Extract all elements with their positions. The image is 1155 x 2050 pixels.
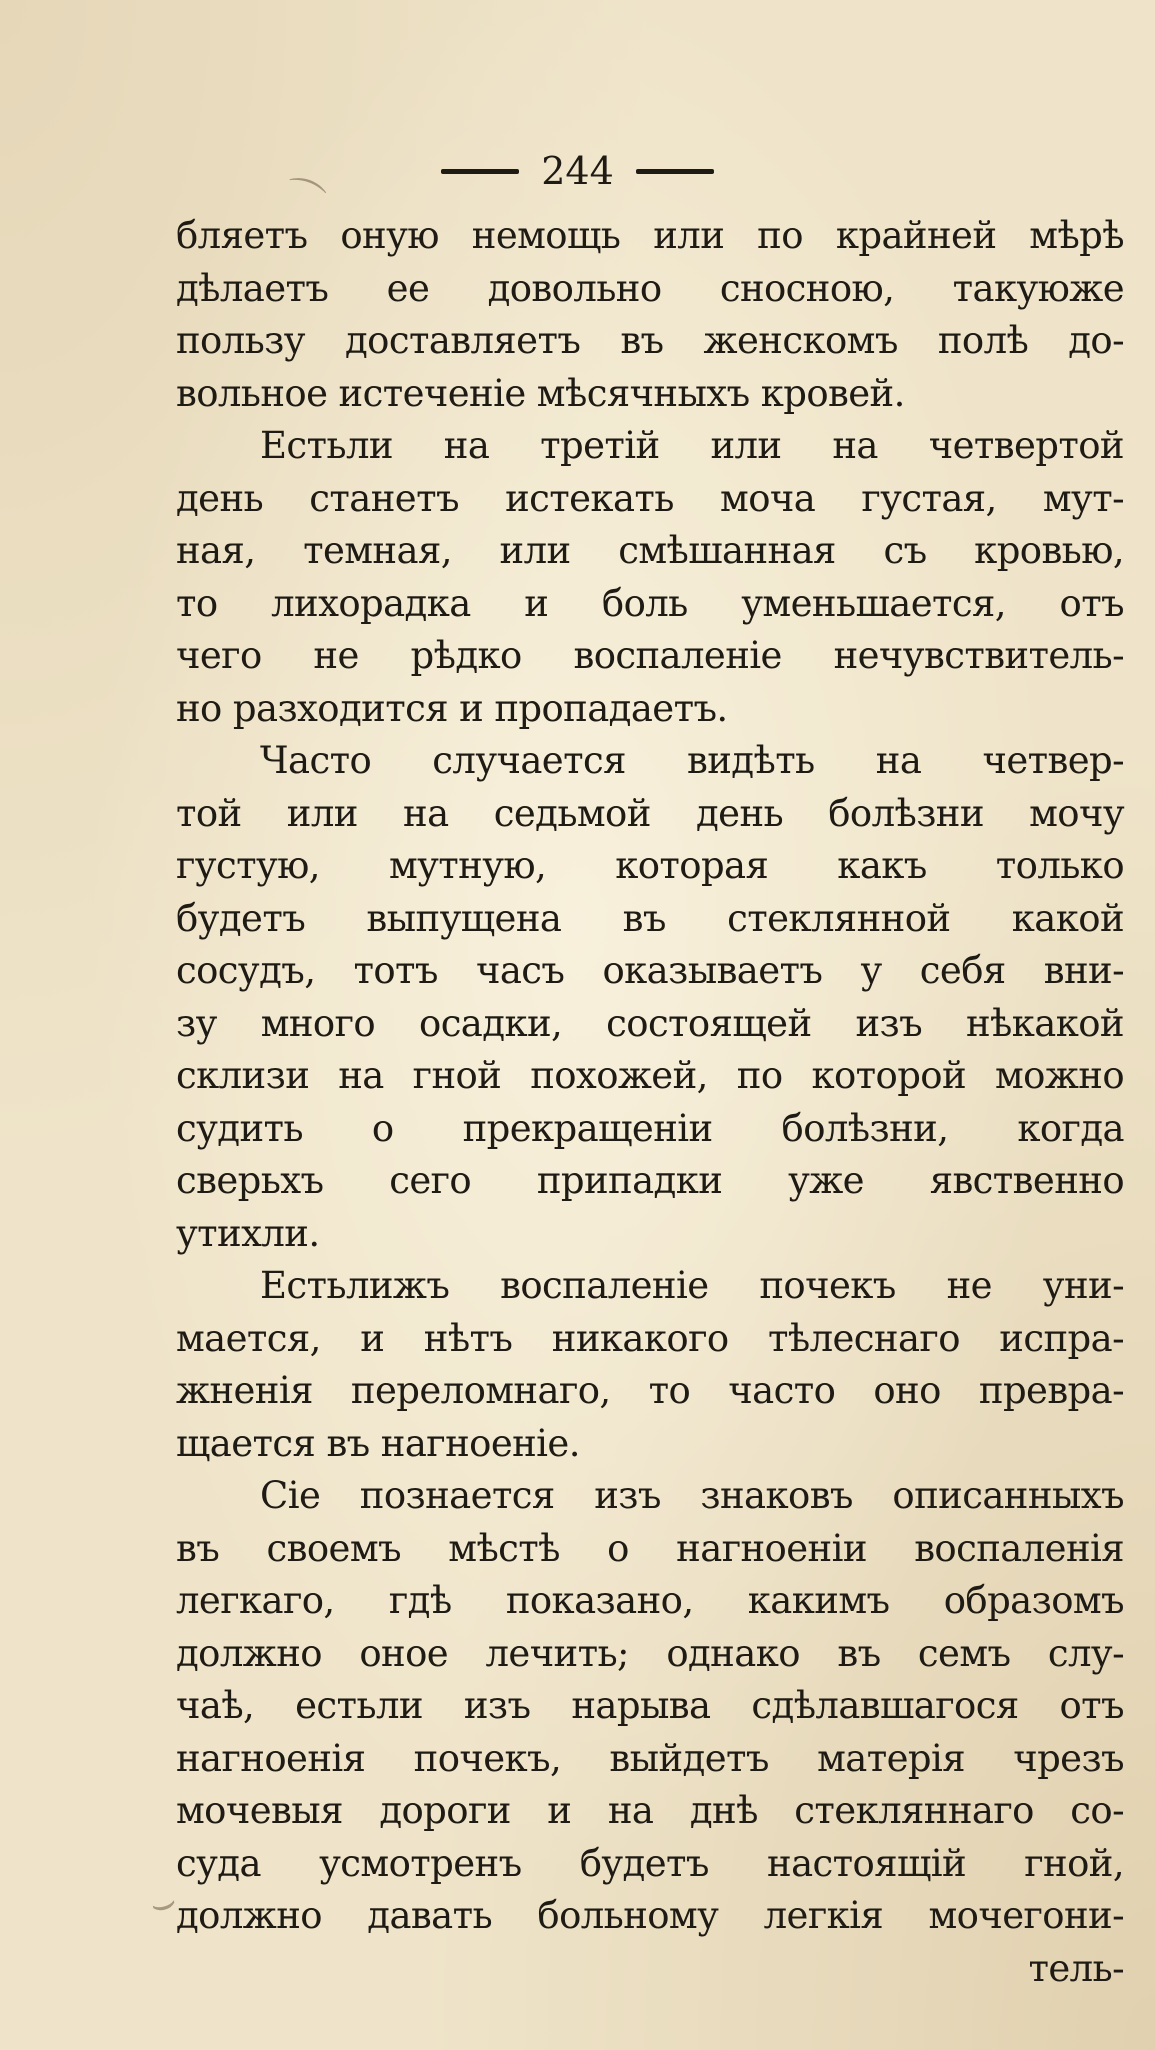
text-line: но разходится и пропадаетъ.: [176, 686, 728, 730]
text-line: то лихорадка и боль уменьшается, отъ: [176, 581, 1124, 625]
text-line: Естьли на третій или на четвертой: [260, 424, 1124, 467]
text-line: сверьхъ сего припадки уже явственно: [176, 1159, 1124, 1202]
ink-smudge-mark: ⌒: [276, 171, 330, 229]
text-line: вольное истеченіе мѣсячныхъ кровей.: [176, 371, 905, 415]
text-line: судить о прекращеніи болѣзни, когда: [176, 1106, 1124, 1150]
text-line: пользу доставляетъ въ женскомъ полѣ до-: [176, 319, 1124, 362]
text-line: Часто случается видѣть на четвер-: [260, 739, 1124, 782]
text-line: утихли.: [176, 1211, 320, 1255]
text-line: зу много осадки, состоящей изъ нѣкакой: [176, 1001, 1124, 1045]
text-line: день станетъ истекать моча густая, мут-: [176, 476, 1124, 520]
text-line: суда усмотренъ будетъ настоящій гной,: [176, 1841, 1124, 1885]
text-line: ная, темная, или смѣшанная съ кровью,: [176, 529, 1124, 572]
text-line: должно оное лечить; однако въ семъ слу-: [176, 1631, 1124, 1675]
text-line: Естьлижъ воспаленіе почекъ не уни-: [260, 1264, 1124, 1307]
body-text: [176, 210, 1124, 1995]
text-line: Сіе познается изъ знаковъ описанныхъ: [260, 1474, 1124, 1517]
text-line: жненія переломнаго, то часто оно превра-: [176, 1369, 1124, 1412]
text-line: густую, мутную, которая какъ только: [176, 844, 1124, 887]
text-line: щается въ нагноеніе.: [176, 1421, 580, 1465]
text-line: нагноенія почекъ, выйдетъ матерія чрезъ: [176, 1736, 1124, 1780]
page-number: 244: [541, 149, 614, 193]
text-line: сосудъ, тотъ часъ оказываетъ у себя вни-: [176, 949, 1124, 992]
catchword: тель-: [1028, 1946, 1124, 1990]
text-line: мается, и нѣтъ никакого тѣлеснаго испра-: [176, 1316, 1124, 1360]
text-line: склизи на гной похожей, по которой можно: [176, 1054, 1124, 1097]
header-dash-left: [441, 169, 519, 174]
text-line: чего не рѣдко воспаленіе нечувствитель-: [176, 634, 1124, 677]
text-line: мочевыя дороги и на днѣ стекляннаго со-: [176, 1789, 1124, 1832]
text-line: бляетъ оную немощь или по крайней мѣрѣ: [176, 214, 1124, 257]
text-line: той или на седьмой день болѣзни мочу: [176, 791, 1124, 835]
text-line: легкаго, гдѣ показано, какимъ образомъ: [176, 1579, 1124, 1622]
text-line: должно давать больному легкія мочегони-: [176, 1894, 1124, 1937]
header-dash-right: [636, 169, 714, 174]
page-header: [0, 146, 1155, 196]
text-line: въ своемъ мѣстѣ о нагноеніи воспаленія: [176, 1526, 1124, 1570]
text-line: чаѣ, естьли изъ нарыва сдѣлавшагося отъ: [176, 1684, 1124, 1727]
text-line: будетъ выпущена въ стеклянной какой: [176, 896, 1124, 940]
text-line: дѣлаетъ ее довольно сносною, такуюже: [176, 266, 1124, 310]
ink-smudge-mark: ⌣: [144, 1877, 182, 1929]
